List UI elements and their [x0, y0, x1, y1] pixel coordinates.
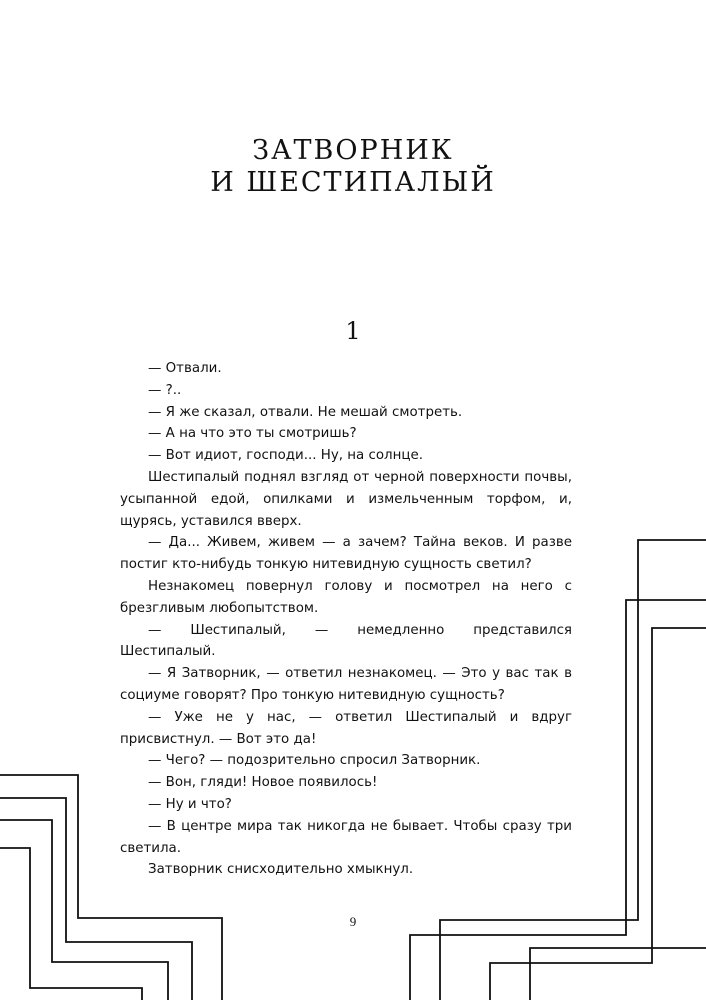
paragraph: — Отвали.	[148, 361, 222, 376]
paragraph: — Ну и что?	[148, 796, 232, 812]
paragraph: — Вон, гляди! Новое появилось!	[148, 775, 378, 791]
paragraph: — Я Затворник, — ответил незнакомец. — Это у вас так в социуме говорят? Про тонкую нитевидную сущность?	[120, 666, 572, 703]
paragraph: — А на что это ты смотришь?	[148, 426, 357, 442]
page-number: 9	[349, 914, 357, 929]
title-line-1: ЗАТВОРНИК	[252, 135, 454, 166]
body-text	[120, 358, 572, 881]
paragraph: Незнакомец повернул голову и посмотрел на него с брезгливым любопытством.	[120, 578, 572, 616]
right-line-4	[530, 948, 706, 1000]
paragraph: — Чего? — подозрительно спросил Затворник.	[148, 753, 481, 769]
paragraph: — Уже не у нас, — ответил Шестипалый и вдруг присвистнул. — Вот это да!	[120, 709, 572, 747]
paragraph: Затворник снисходительно хмыкнул.	[148, 862, 414, 878]
paragraph: — В центре мира так никогда не бывает. Чтобы сразу три светила.	[120, 818, 572, 856]
paragraph: — Вот идиот, господи... Ну, на солнце.	[148, 448, 423, 464]
paragraph: — Я же сказал, отвали. Не мешай смотреть.	[148, 404, 463, 420]
paragraph: — Шестипалый, — немедленно представился Шестипалый.	[120, 622, 572, 660]
paragraph: — ?..	[148, 382, 182, 398]
paragraph: — Да... Живем, живем — а зачем? Тайна веков. И разве постиг кто-нибудь тонкую нитевидную сущность светил?	[120, 535, 572, 573]
chapter-number: 1	[345, 317, 361, 345]
paragraph: Шестипалый поднял взгляд от черной поверхности почвы, усыпанной едой, опилками и измельченным торфом, и, щурясь, уставился вверх.	[120, 469, 572, 529]
title-line-2: И ШЕСТИПАЛЫЙ	[210, 167, 496, 198]
